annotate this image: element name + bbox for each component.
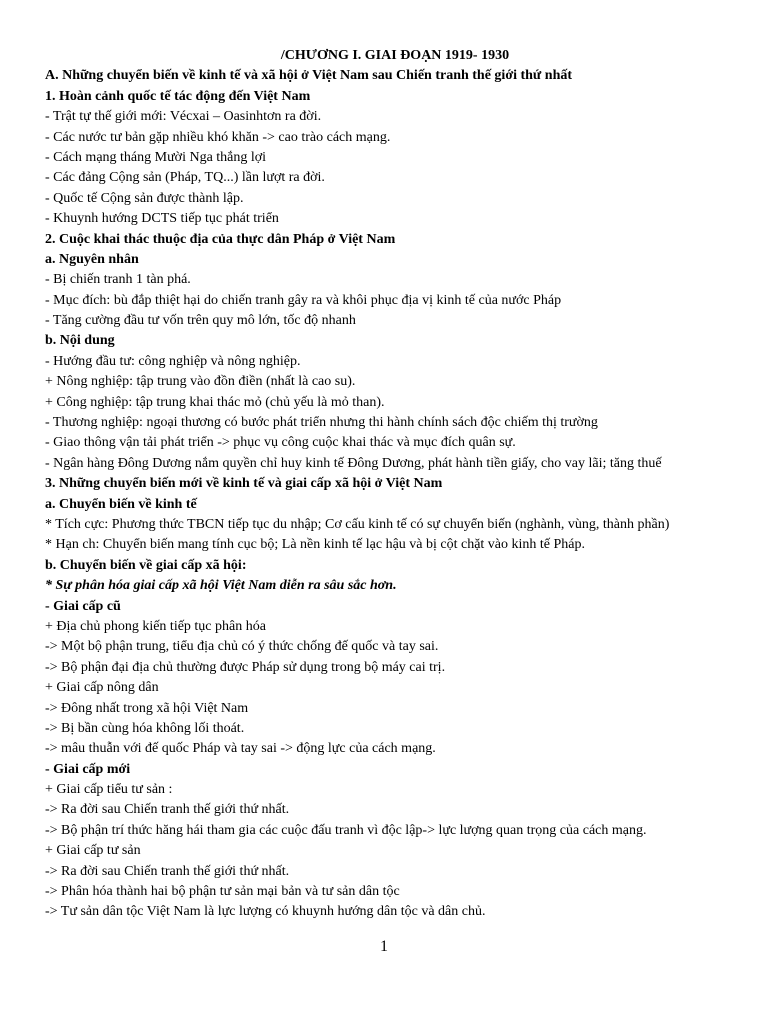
page-number: 1 bbox=[380, 938, 388, 955]
text-line: - Khuynh hướng DCTS tiếp tục phát triển bbox=[45, 211, 279, 227]
section-heading: - Giai cấp cũ bbox=[45, 598, 121, 614]
text-line: -> Phân hóa thành hai bộ phận tư sản mại bản và tư sản dân tộc bbox=[45, 884, 400, 900]
text-line: + Nông nghiệp: tập trung vào đồn điền (nhất là cao su). bbox=[45, 374, 356, 390]
text-line: - Tăng cường đầu tư vốn trên quy mô lớn, tốc độ nhanh bbox=[45, 313, 356, 329]
text-line: -> Bộ phận đại địa chủ thường được Pháp sử dụng trong bộ máy cai trị. bbox=[45, 659, 446, 675]
section-heading: b. Chuyển biến về giai cấp xã hội: bbox=[45, 557, 247, 573]
text-line: + Giai cấp tư sản bbox=[45, 843, 141, 859]
text-line: - Mục đích: bù đắp thiệt hại do chiến tranh gây ra và khôi phục địa vị kinh tế của nước Pháp bbox=[45, 292, 562, 308]
section-heading: a. Chuyển biến về kinh tế bbox=[45, 496, 197, 512]
chapter-title: /CHƯƠNG I. GIAI ĐOẠN 1919- 1930 bbox=[280, 48, 510, 63]
text-line: - Các nước tư bản gặp nhiều khó khăn -> cao trào cách mạng. bbox=[45, 129, 391, 145]
text-line: - Các đảng Cộng sản (Pháp, TQ...) lần lượt ra đời. bbox=[45, 170, 325, 186]
section-heading: 3. Những chuyển biến mới về kinh tế và giai cấp xã hội ở Việt Nam bbox=[45, 476, 443, 492]
section-heading: a. Nguyên nhân bbox=[45, 251, 139, 267]
text-line: - Ngân hàng Đông Dương nắm quyền chỉ huy kinh tế Đông Dương, phát hành tiền giấy, cho vay lãi; tăng thuế bbox=[45, 455, 662, 471]
text-line: - Quốc tế Cộng sản được thành lập. bbox=[45, 190, 244, 206]
text-line: * Hạn ch: Chuyển biến mang tính cục bộ; Là nền kinh tế lạc hậu và bị cột chặt vào kinh tế Pháp. bbox=[45, 537, 586, 553]
text-line: - Giao thông vận tải phát triển -> phục vụ công cuộc khai thác và mục đích quân sự. bbox=[45, 435, 516, 451]
document-body bbox=[45, 46, 745, 923]
section-heading: 2. Cuộc khai thác thuộc địa của thực dân Pháp ở Việt Nam bbox=[45, 231, 396, 247]
text-line: -> Bị bần cùng hóa không lối thoát. bbox=[45, 720, 245, 736]
text-line: -> Ra đời sau Chiến tranh thế giới thứ nhất. bbox=[45, 802, 290, 818]
section-heading: 1. Hoàn cảnh quốc tế tác động đến Việt Nam bbox=[45, 88, 311, 104]
text-line: -> Tư sản dân tộc Việt Nam là lực lượng có khuynh hướng dân tộc và dân chủ. bbox=[45, 904, 486, 920]
text-line: + Địa chủ phong kiến tiếp tục phân hóa bbox=[45, 618, 266, 634]
text-line: - Thương nghiệp: ngoại thương có bước phát triển nhưng thi hành chính sách độc chiếm thị trường bbox=[45, 415, 598, 431]
text-line: + Giai cấp tiểu tư sản : bbox=[45, 782, 173, 798]
text-line: - Cách mạng tháng Mười Nga thắng lợi bbox=[45, 149, 267, 165]
section-heading: b. Nội dung bbox=[45, 333, 115, 349]
section-heading: * Sự phân hóa giai cấp xã hội Việt Nam diễn ra sâu sắc hơn. bbox=[45, 578, 397, 594]
text-line: -> mâu thuẫn với đế quốc Pháp và tay sai -> động lực của cách mạng. bbox=[45, 741, 436, 757]
section-heading: A. Những chuyển biến về kinh tế và xã hội ở Việt Nam sau Chiến tranh thế giới thứ nhất bbox=[45, 68, 573, 84]
text-line: -> Bộ phận trí thức hăng hái tham gia các cuộc đấu tranh vì độc lập-> lực lượng quan trọng của cách mạng. bbox=[45, 822, 647, 838]
text-line: -> Ra đời sau Chiến tranh thế giới thứ nhất. bbox=[45, 863, 290, 879]
text-line: -> Một bộ phận trung, tiểu địa chủ có ý thức chống đế quốc và tay sai. bbox=[45, 639, 439, 655]
text-line: + Giai cấp nông dân bbox=[45, 680, 159, 696]
text-line: - Hướng đầu tư: công nghiệp và nông nghiệp. bbox=[45, 353, 301, 369]
text-line: - Bị chiến tranh 1 tàn phá. bbox=[45, 272, 191, 288]
text-line: * Tích cực: Phương thức TBCN tiếp tục du nhập; Cơ cấu kinh tế có sự chuyển biến (nghành, vùng, thành phần) bbox=[45, 516, 670, 532]
text-line: - Trật tự thế giới mới: Vécxai – Oasinhtơn ra đời. bbox=[45, 109, 322, 125]
text-line: -> Đông nhất trong xã hội Việt Nam bbox=[45, 700, 249, 716]
section-heading: - Giai cấp mới bbox=[45, 761, 131, 777]
text-line: + Công nghiệp: tập trung khai thác mỏ (chủ yếu là mỏ than). bbox=[45, 394, 385, 410]
